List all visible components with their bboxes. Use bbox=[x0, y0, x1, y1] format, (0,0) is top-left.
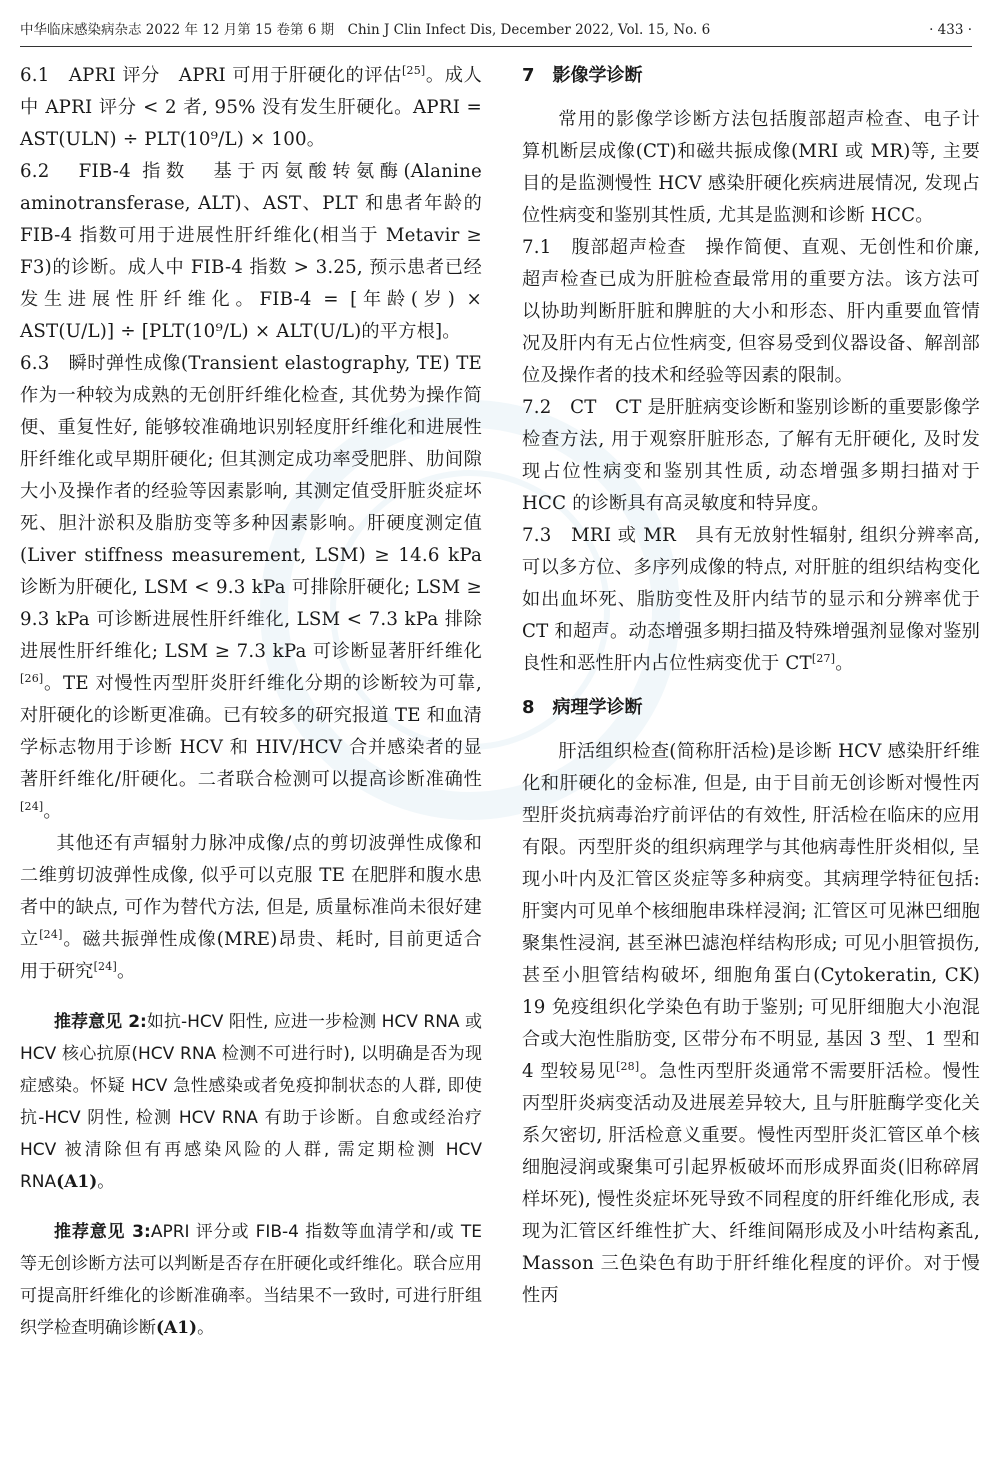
citation-24-a: [24] bbox=[39, 928, 63, 941]
recommendation-3: 推荐意见 3:APRI 评分或 FIB-4 指数等血清学和/或 TE 等无创诊断方法可以判断是否存在肝硬化或纤维化。联合应用可提高肝纤维化的诊断准确率。当结果不一致时, 可进行肝组织学检查明确诊断(A1)。 bbox=[20, 1222, 482, 1338]
section-7-heading: 7 影像学诊断 bbox=[522, 65, 643, 86]
journal-citation: 中华临床感染病杂志 2022 年 12 月第 15 卷第 6 期 Chin J Clin Infect Dis, December 2022, Vol. 15, No. 6 bbox=[20, 22, 711, 38]
section-8-pathology: 肝活组织检查(简称肝活检)是诊断 HCV 感染肝纤维化和肝硬化的金标准, 但是, 由于目前无创诊断对慢性丙型肝炎抗病毒治疗前评估的有效性, 肝活检在临床的应用有限。丙型肝炎的组织病理学与其他病毒性肝炎相似, 呈现小叶内及汇管区炎症等多种病变。其病理学特征包括: 肝窦内可见单个核细胞串珠样浸润; 汇管区可见淋巴细胞聚集性浸润, 甚至淋巴滤泡样结构形成; 可见小胆管损伤, 甚至小胆管结构破坏, 细胞角蛋白(Cytokeratin, CK) 19 免疫组织化学染色有助于鉴别; 可见肝细胞大小泡混合或大泡性脂肪变, 区带分布不明显, 基因 3 型、1 型和 4 型较易见[28]。急性丙型肝炎通常不需要肝活检。慢性丙型肝炎病变活动及进展差异较大, 且与肝脏酶学变化关系欠密切, 肝活检意义重要。慢性丙型肝炎汇管区单个核细胞浸润或聚集可引起界板破坏而形成界面炎(旧称碎屑样坏死), 慢性炎症坏死导致不同程度的肝纤维化形成, 表现为汇管区纤维性扩大、纤维间隔形成及小叶结构紊乱, Masson 三色染色有助于肝纤维化程度的评价。对于慢性丙 bbox=[522, 741, 980, 1306]
citation-25: [25] bbox=[402, 64, 426, 77]
recommendation-2: 推荐意见 2:如抗-HCV 阳性, 应进一步检测 HCV RNA 或 HCV 核心抗原(HCV RNA 检测不可进行时), 以明确是否为现症感染。怀疑 HCV 急性感染或者免疫抑制状态的人群, 即使抗-HCV 阴性, 检测 HCV RNA 有助于诊断。自愈或经治疗 HCV 被清除但有再感染风险的人群, 需定期检测 HCV RNA(A1)。 bbox=[20, 1012, 483, 1192]
section-8-heading: 8 病理学诊断 bbox=[522, 697, 643, 718]
section-6-2-fib4: 6.2 FIB-4 指数 基于丙氨酸转氨酶(Alanine aminotransferase, ALT)、AST、PLT 和患者年龄的 FIB-4 指数可用于进展性肝纤维化(相当于 Metavir ≥ F3)的诊断。成人中 FIB-4 指数 > 3.25, 预示患者已经发生进展性肝纤维化。FIB-4 = [年龄(岁) × AST(U/L)] ÷ [PLT(10⁹/L) × ALT(U/L)的平方根]。 bbox=[20, 161, 482, 342]
paragraph-elastography-other: 其他还有声辐射力脉冲成像/点的剪切波弹性成像和二维剪切波弹性成像, 似乎可以克服 TE 在肥胖和腹水患者中的缺点, 可作为替代方法, 但是, 质量标准尚未很好建立[24]。磁共振弹性成像(MRE)昂贵、耗时, 目前更适合用于研究[24]。 bbox=[20, 833, 482, 982]
citation-28: [28] bbox=[615, 1060, 640, 1073]
section-6-1-apri: 6.1 APRI 评分 APRI 可用于肝硬化的评估[25]。成人中 APRI 评分 < 2 者, 95% 没有发生肝硬化。APRI = AST(ULN) ÷ PLT(10⁹/L) × 100。 bbox=[20, 64, 482, 150]
section-7-1-ultrasound: 7.1 腹部超声检查 操作简便、直观、无创性和价廉, 超声检查已成为肝脏检查最常用的重要方法。该方法可以协助判断肝脏和脾脏的大小和形态、肝内重要血管情况及肝内有无占位性病变, 但容易受到仪器设备、解剖部位及操作者的技术和经验等因素的限制。 bbox=[522, 237, 980, 386]
header-rule bbox=[20, 46, 972, 47]
section-6-3-te: 6.3 瞬时弹性成像(Transient elastography, TE) TE 作为一种较为成熟的无创肝纤维化检查, 其优势为操作简便、重复性好, 能够较准确地识别轻度肝纤维化和进展性肝纤维化或早期肝硬化; 但其测定成功率受肥胖、肋间隙大小及操作者的经验等因素影响, 其测定值受肝脏炎症坏死、胆汁淤积及脂肪变等多种因素影响。肝硬度测定值(Liver stiffness measurement, LSM) ≥ 14.6 kPa 诊断为肝硬化, LSM < 9.3 kPa 可排除肝硬化; LSM ≥ 9.3 kPa 可诊断进展性肝纤维化, LSM < 7.3 kPa 排除进展性肝纤维化; LSM ≥ 7.3 kPa 可诊断显著肝纤维化[26]。TE 对慢性丙型肝炎肝纤维化分期的诊断较为可靠, 对肝硬化的诊断更准确。已有较多的研究报道 TE 和血清学标志物用于诊断 HCV 和 HIV/HCV 合并感染者的显著肝纤维化/肝硬化。二者联合检测可以提高诊断准确性[24]。 bbox=[20, 353, 482, 822]
recommendation-3-title: 推荐意见 3: bbox=[54, 1222, 151, 1242]
section-7-intro: 常用的影像学诊断方法包括腹部超声检查、电子计算机断层成像(CT)和磁共振成像(MRI 或 MR)等, 主要目的是监测慢性 HCV 感染肝硬化疾病进展情况, 发现占位性病变和鉴别其性质, 尤其是监测和诊断 HCC。 bbox=[522, 109, 980, 226]
citation-27: [27] bbox=[811, 652, 836, 665]
left-column bbox=[20, 60, 482, 1344]
section-7-2-ct: 7.2 CT CT 是肝脏病变诊断和鉴别诊断的重要影像学检查方法, 用于观察肝脏形态, 了解有无肝硬化, 及时发现占位性病变和鉴别其性质, 动态增强多期扫描对于 HCC 的诊断具有高灵敏度和特异度。 bbox=[522, 397, 980, 514]
citation-24: [24] bbox=[20, 800, 44, 813]
page-number: · 433 · bbox=[929, 22, 972, 38]
recommendation-2-title: 推荐意见 2: bbox=[54, 1012, 147, 1032]
evidence-level-a1: (A1) bbox=[56, 1172, 98, 1192]
section-7-3-mri: 7.3 MRI 或 MR 具有无放射性辐射, 组织分辨率高, 可以多方位、多序列成像的特点, 对肝脏的组织结构变化如出血坏死、脂肪变性及肝内结节的显示和分辨率优于 CT 和超声。动态增强多期扫描及特殊增强剂显像对鉴别良性和恶性肝内占位性病变优于 CT[27]。 bbox=[522, 525, 980, 674]
running-header bbox=[20, 18, 972, 42]
citation-24-b: [24] bbox=[93, 960, 117, 973]
citation-26: [26] bbox=[20, 672, 44, 685]
right-column bbox=[522, 60, 980, 1312]
evidence-level-a1-b: (A1) bbox=[156, 1318, 198, 1338]
